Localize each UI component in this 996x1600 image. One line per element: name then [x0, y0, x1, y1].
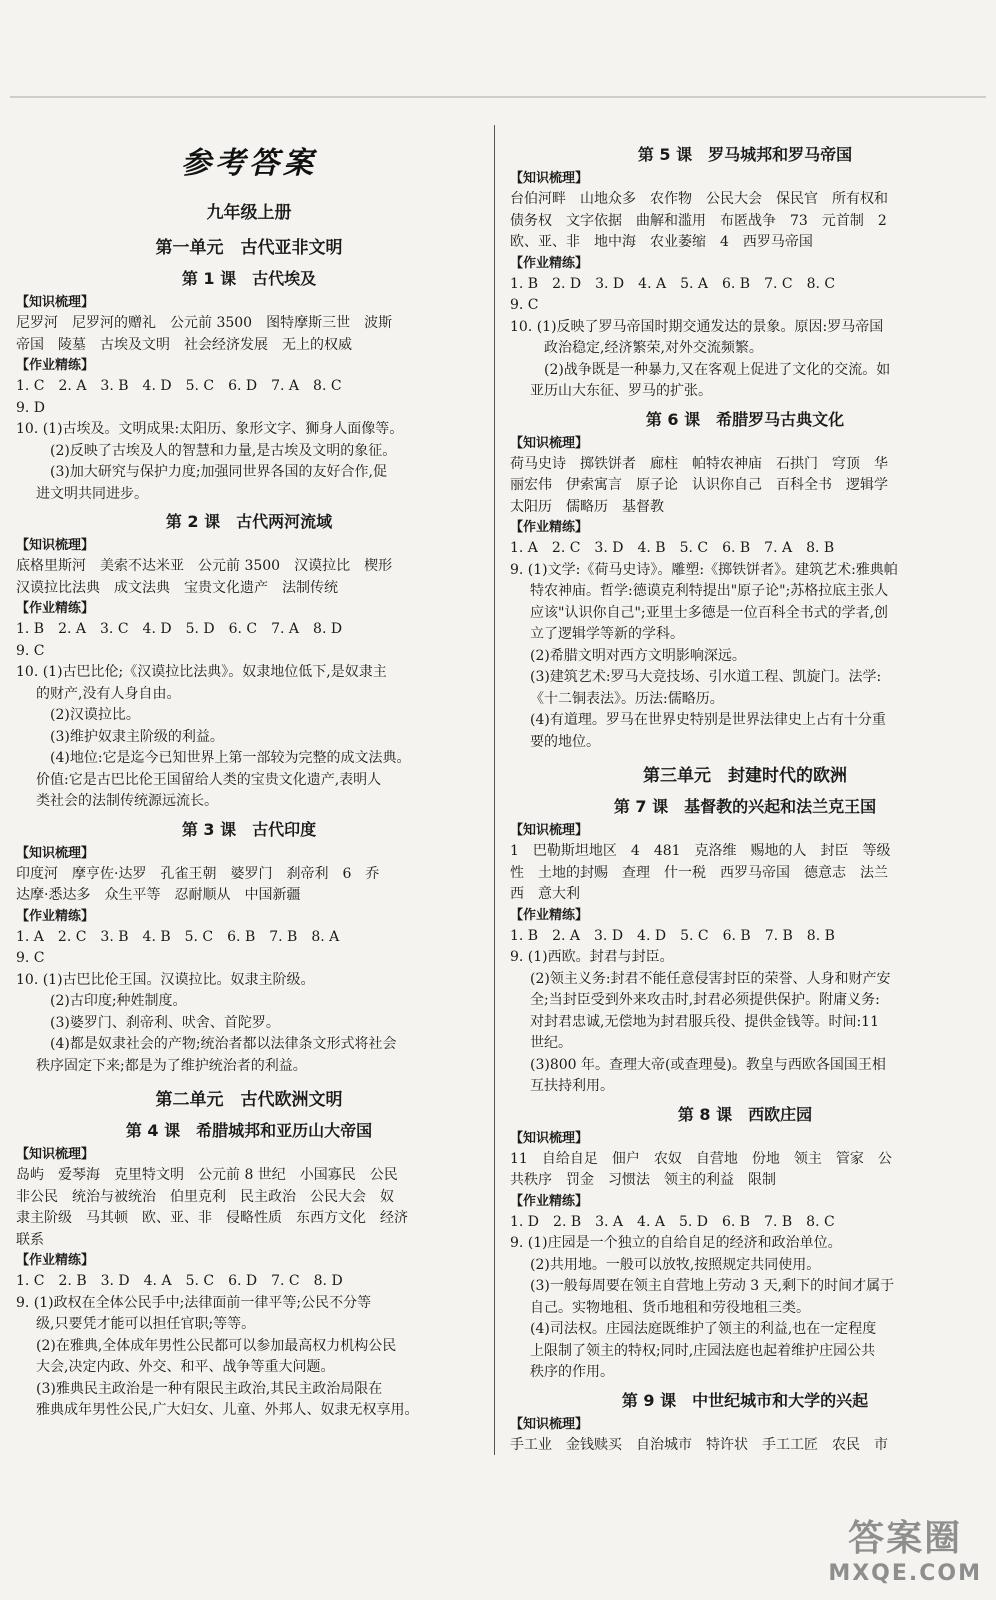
text-line: 全;当封臣受到外来攻击时,封君必须提供保护。附庸义务: — [530, 992, 880, 1008]
section-label: 【作业精练】 — [16, 601, 95, 616]
text-line: 世纪。 — [530, 1035, 572, 1051]
left-column — [16, 132, 482, 1422]
text-line: (2)战争既是一种暴力,又在客观上促进了文化的交流。如 — [544, 361, 891, 378]
lesson-5 — [510, 142, 980, 403]
text-line: 帝国 陵墓 古埃及文明 社会经济发展 无上的权威 — [16, 336, 352, 353]
lesson-9 — [510, 1388, 980, 1457]
lesson-4 — [16, 1118, 482, 1422]
section-label: 【作业精练】 — [16, 908, 95, 924]
text-line: (2)古印度;种姓制度。 — [50, 993, 187, 1009]
text-line: 10. (1)反映了罗马帝国时期交通发达的景象。原因:罗马帝国 — [510, 318, 884, 335]
watermark-bottom: MXQE.COM — [828, 1561, 982, 1586]
section-label: 【知识梳理】 — [16, 1147, 95, 1162]
section-label: 【作业精练】 — [16, 1253, 95, 1268]
text-line: (2)希腊文明对西方文明影响深远。 — [530, 647, 746, 664]
text-line: 共秩序 罚金 习惯法 领主的利益 限制 — [510, 1172, 776, 1188]
text-line: 1. B 2. A 3. D 4. D 5. C 6. B 7. B 8. B — [510, 927, 835, 944]
text-line: 荷马史诗 掷铁饼者 廊柱 帕特农神庙 石拱门 穹顶 华 — [510, 455, 888, 472]
text-line: 的财产,没有人身自由。 — [36, 685, 181, 702]
text-line: 政治稳定,经济繁荣,对外交流频繁。 — [544, 340, 763, 356]
section-label: 【知识梳理】 — [510, 171, 589, 186]
text-line: 上限制了领主的特权;同时,庄园法庭也起着维护庄园公共 — [530, 1342, 876, 1359]
lesson-title: 第 4 课 希腊城邦和亚历山大帝国 — [125, 1121, 373, 1140]
text-line: (2)共用地。一般可以放牧,按照规定共同使用。 — [530, 1256, 821, 1273]
text-line: 9. C — [16, 642, 45, 659]
text-line: 9. (1)西欧。封君与封臣。 — [510, 949, 674, 965]
text-line: (4)都是奴隶社会的产物;统治者都以法律条文形式将社会 — [50, 1036, 397, 1052]
text-line: 互扶持利用。 — [530, 1078, 614, 1094]
unit-heading: 第三单元 封建时代的欧洲 — [643, 766, 847, 786]
answer-title-text: 参考答案 — [181, 146, 317, 181]
text-line: 10. (1)古巴比伦;《汉谟拉比法典》。奴隶地位低下,是奴隶主 — [16, 664, 387, 680]
lesson-title: 第 7 课 基督教的兴起和法兰克王国 — [613, 797, 877, 816]
section-label: 【知识梳理】 — [16, 295, 95, 310]
text-line: 联系 — [16, 1231, 44, 1248]
text-line: 秩序固定下来;都是为了维护统治者的利益。 — [36, 1057, 307, 1074]
text-line: (3)维护奴隶主阶级的利益。 — [50, 728, 224, 745]
lesson-2 — [16, 509, 482, 813]
lesson-title: 第 8 课 西欧庄园 — [677, 1104, 813, 1124]
text-line: 雅典成年男性公民,广大妇女、儿童、外邦人、奴隶无权享用。 — [36, 1402, 419, 1418]
text-line: (3)一般每周要在领主自营地上劳动 3 天,剩下的时间才属于 — [530, 1278, 895, 1294]
text-line: (3)800 年。查理大帝(或查理曼)。教皇与西欧各国国王相 — [530, 1056, 886, 1073]
section-label: 【知识梳理】 — [16, 845, 95, 861]
text-line: 9. (1)文学:《荷马史诗》。雕塑:《掷铁饼者》。建筑艺术:雅典帕 — [510, 561, 898, 578]
text-line: (4)地位:它是迄今已知世界上第一部较为完整的成文法典。 — [50, 750, 411, 766]
text-line: (2)在雅典,全体成年男性公民都可以参加最高权力机构公民 — [36, 1337, 397, 1354]
text-line: 《十二铜表法》。历法:儒略历。 — [530, 690, 724, 707]
text-line: 尼罗河 尼罗河的赠礼 公元前 3500 图特摩斯三世 波斯 — [16, 315, 393, 331]
text-line: 岛屿 爱琴海 克里特文明 公元前 8 世纪 小国寡民 公民 — [16, 1167, 398, 1183]
text-line: 亚历山大东征、罗马的扩张。 — [530, 383, 712, 399]
text-line: (2)反映了古埃及人的智慧和力量,是古埃及文明的象征。 — [50, 442, 397, 459]
text-line: 1. D 2. B 3. A 4. A 5. D 6. B 7. B 8. C — [510, 1213, 835, 1230]
text-line: 欧、亚、非 地中海 农业萎缩 4 西罗马帝国 — [510, 234, 813, 250]
text-line: 级,只要凭才能可以担任官职;等等。 — [36, 1316, 256, 1332]
text-line: 特农神庙。哲学:德谟克利特提出"原子论";苏格拉底主张人 — [530, 583, 889, 599]
lesson-8 — [510, 1102, 980, 1384]
text-line: 太阳历 儒略历 基督教 — [510, 498, 664, 515]
text-line: 1. C 2. B 3. D 4. A 5. C 6. D 7. C 8. D — [16, 1273, 343, 1289]
section-label: 【作业精练】 — [510, 907, 589, 923]
text-line: 达摩·悉达多 众生平等 忍耐顺从 中国新疆 — [16, 887, 301, 903]
watermark-logo — [828, 1510, 982, 1586]
unit-heading: 第二单元 古代欧洲文明 — [155, 1090, 343, 1110]
text-line: (3)加大研究与保护力度;加强同世界各国的友好合作,促 — [50, 464, 387, 480]
text-line: 丽宏伟 伊索寓言 原子论 认识你自己 百科全书 逻辑学 — [510, 477, 888, 493]
text-line: (2)汉谟拉比。 — [50, 707, 140, 723]
text-line: 1. A 2. C 3. D 4. B 5. C 6. B 7. A 8. B — [510, 540, 835, 556]
text-line: 1. C 2. A 3. B 4. D 5. C 6. D 7. A 8. C — [16, 378, 342, 394]
grade-heading: 九年级上册 — [206, 203, 292, 223]
text-line: 台伯河畔 山地众多 农作物 公民大会 保民官 所有权和 — [510, 191, 888, 207]
lesson-title: 第 9 课 中世纪城市和大学的兴起 — [621, 1390, 869, 1410]
text-line: 大会,决定内政、外交、和平、战争等重大问题。 — [36, 1359, 335, 1375]
text-line: 要的地位。 — [530, 733, 600, 750]
text-line: 9. (1)庄园是一个独立的自给自足的经济和政治单位。 — [510, 1235, 842, 1251]
text-line: 10. (1)古巴比伦王国。汉谟拉比。奴隶主阶级。 — [16, 971, 315, 988]
text-line: 9. D — [16, 399, 46, 416]
section-label: 【作业精练】 — [510, 255, 589, 271]
text-line: 9. C — [16, 950, 45, 966]
lesson-1 — [16, 266, 482, 505]
answer-title — [16, 138, 482, 182]
top-rule — [10, 96, 986, 98]
text-line: 9. C — [510, 297, 539, 313]
text-line: 印度河 摩亨佐·达罗 孔雀王朝 婆罗门 刹帝利 6 乔 — [16, 865, 380, 882]
watermark-top: 答案圈 — [848, 1518, 963, 1559]
lesson-title: 第 5 课 罗马城邦和罗马帝国 — [637, 145, 853, 164]
text-line: (3)雅典民主政治是一种有限民主政治,其民主政治局限在 — [36, 1380, 383, 1397]
text-line: 底格里斯河 美索不达米亚 公元前 3500 汉谟拉比 楔形 — [16, 558, 393, 574]
text-line: 进文明共同进步。 — [36, 485, 148, 502]
text-line: (2)领主义务:封君不能任意侵害封臣的荣誉、人身和财产安 — [530, 970, 891, 987]
lesson-title: 第 1 课 古代埃及 — [181, 269, 317, 288]
section-label: 【作业精练】 — [510, 520, 589, 535]
column-divider — [494, 125, 495, 1455]
text-line: 手工业 金钱赎买 自治城市 特许状 手工工匠 农民 市 — [510, 1436, 888, 1453]
section-label: 【知识梳理】 — [510, 1416, 589, 1432]
section-label: 【作业精练】 — [510, 1193, 589, 1209]
text-line: 秩序的作用。 — [530, 1364, 614, 1380]
text-line: 10. (1)古埃及。文明成果:太阳历、象形文字、狮身人面像等。 — [16, 421, 404, 437]
lesson-6 — [510, 407, 980, 754]
section-label: 【知识梳理】 — [510, 1130, 589, 1146]
text-line: 隶主阶级 马其顿 欧、亚、非 侵略性质 东西方文化 经济 — [16, 1210, 408, 1226]
text-line: 价值:它是古巴比伦王国留给人类的宝贵文化遗产,表明人 — [36, 771, 382, 788]
text-line: 1. A 2. C 3. B 4. B 5. C 6. B 7. B 8. A — [16, 928, 340, 945]
section-label: 【作业精练】 — [16, 358, 95, 373]
text-line: 9. (1)政权在全体公民手中;法律面前一律平等;公民不分等 — [16, 1294, 372, 1311]
text-line: 1. B 2. D 3. D 4. A 5. A 6. B 7. C 8. C — [510, 275, 836, 292]
lesson-title: 第 2 课 古代两河流域 — [165, 512, 333, 531]
section-label: 【知识梳理】 — [16, 538, 95, 553]
text-line: 汉谟拉比法典 成文法典 宝贵文化遗产 法制传统 — [16, 579, 338, 596]
lesson-3 — [16, 817, 482, 1078]
text-line: 类社会的法制传统源远流长。 — [36, 793, 218, 809]
text-line: (4)有道理。罗马在世界史特别是世界法律史上占有十分重 — [530, 712, 886, 728]
text-line: 性 土地的封赐 查理 什一税 西罗马帝国 德意志 法兰 — [510, 864, 888, 881]
text-line: 债务权 文字依据 曲解和滥用 布匿战争 73 元首制 2 — [510, 212, 887, 229]
lesson-title: 第 3 课 古代印度 — [181, 819, 317, 839]
text-line: 1 巴勒斯坦地区 4 481 克洛维 赐地的人 封臣 等级 — [510, 843, 891, 859]
text-line: 11 自给自足 佃户 农奴 自营地 份地 领主 管家 公 — [510, 1150, 892, 1167]
text-line: (3)婆罗门、刹帝利、吠舍、首陀罗。 — [50, 1014, 280, 1031]
text-line: 立了逻辑学等新的学科。 — [530, 626, 684, 642]
lesson-7 — [510, 794, 980, 1098]
text-line: (4)司法权。庄园法庭既维护了领主的利益,也在一定程度 — [530, 1321, 877, 1337]
text-line: 对封君忠诚,无偿地为封君服兵役、提供金钱等。时间:11 — [530, 1013, 879, 1030]
text-line: 应该"认识你自己";亚里士多德是一位百科全书式的学者,创 — [530, 604, 889, 621]
unit-heading: 第一单元 古代亚非文明 — [155, 238, 343, 258]
text-line: 西 意大利 — [510, 886, 580, 902]
text-line: 非公民 统治与被统治 伯里克利 民主政治 公民大会 奴 — [16, 1188, 394, 1205]
lesson-title: 第 6 课 希腊罗马古典文化 — [645, 409, 845, 429]
section-label: 【知识梳理】 — [510, 435, 589, 451]
text-line: 1. B 2. A 3. C 4. D 5. D 6. C 7. A 8. D — [16, 621, 343, 637]
text-line: 自己。实物地租、货币地租和劳役地租三类。 — [530, 1299, 810, 1316]
text-line: (3)建筑艺术:罗马大竞技场、引水道工程、凯旋门。法学: — [530, 669, 882, 685]
right-column — [510, 138, 980, 1456]
section-label: 【知识梳理】 — [510, 823, 589, 838]
